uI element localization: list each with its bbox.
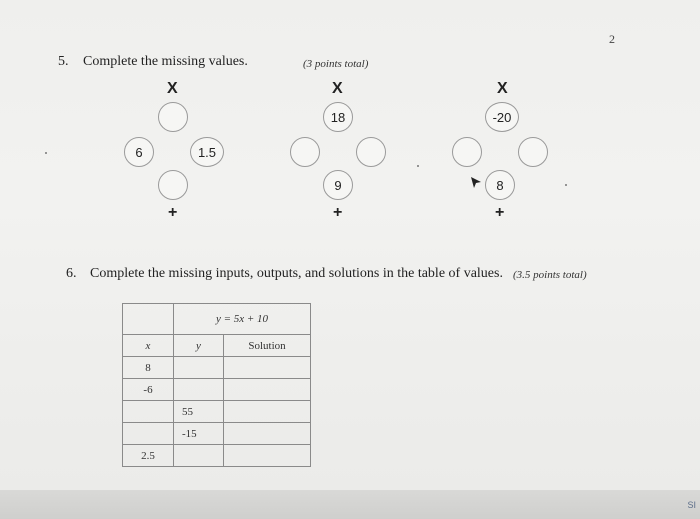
table-row: [123, 445, 311, 467]
page-number: 2: [609, 32, 615, 46]
diamond2-top-circle[interactable]: 18: [323, 102, 353, 132]
table-row: [123, 379, 311, 401]
diamond3-left-circle[interactable]: [452, 137, 482, 167]
table-row: [123, 423, 311, 445]
stray-mark: [417, 165, 419, 167]
cell-x[interactable]: 2.5: [123, 445, 174, 467]
diamond1-product-label: X: [167, 80, 178, 97]
cell-y[interactable]: [174, 379, 224, 401]
header-solution: Solution: [224, 335, 311, 357]
diamond2-sum-label: +: [333, 204, 343, 221]
cell-solution[interactable]: [224, 401, 311, 423]
screen-bottom-edge: [0, 490, 700, 519]
cell-solution[interactable]: [224, 357, 311, 379]
stray-mark: [45, 152, 47, 154]
table-row: [123, 357, 311, 379]
cell-solution[interactable]: [224, 379, 311, 401]
diamond1-sum-label: +: [168, 204, 178, 221]
diamond1-top-circle[interactable]: [158, 102, 188, 132]
footer-fragment: SI: [687, 500, 696, 510]
q6-number: 6.: [66, 266, 77, 281]
table-of-values: [122, 303, 311, 467]
diamond3-bottom-circle[interactable]: 8: [485, 170, 515, 200]
diamond1-left-circle[interactable]: 6: [124, 137, 154, 167]
cell-solution[interactable]: [224, 423, 311, 445]
q5-number: 5.: [58, 54, 69, 69]
cell-x[interactable]: [123, 401, 174, 423]
cell-y[interactable]: -15: [174, 423, 224, 445]
diamond2-bottom-circle[interactable]: 9: [323, 170, 353, 200]
q5-points: (3 points total): [303, 58, 369, 70]
diamond3-top-circle[interactable]: -20: [485, 102, 519, 132]
diamond1-bottom-circle[interactable]: [158, 170, 188, 200]
table-header-row: [123, 335, 311, 357]
mouse-pointer-icon: [470, 176, 482, 190]
cell-x[interactable]: -6: [123, 379, 174, 401]
stray-mark: [565, 184, 567, 186]
diamond3-product-label: X: [497, 80, 508, 97]
cell-x[interactable]: [123, 423, 174, 445]
diamond2-left-circle[interactable]: [290, 137, 320, 167]
header-x: x: [123, 335, 174, 357]
q5-prompt: Complete the missing values.: [83, 54, 248, 69]
diamond2-right-circle[interactable]: [356, 137, 386, 167]
table-equation: y = 5x + 10: [174, 304, 311, 335]
q6-prompt: Complete the missing inputs, outputs, and solutions in the table of values.: [90, 266, 503, 281]
diamond1-right-circle[interactable]: 1.5: [190, 137, 224, 167]
q6-points: (3.5 points total): [513, 269, 587, 281]
cell-solution[interactable]: [224, 445, 311, 467]
cell-x[interactable]: 8: [123, 357, 174, 379]
diamond2-product-label: X: [332, 80, 343, 97]
diamond3-right-circle[interactable]: [518, 137, 548, 167]
table-row: [123, 401, 311, 423]
cell-y[interactable]: [174, 445, 224, 467]
cell-y[interactable]: 55: [174, 401, 224, 423]
cell-y[interactable]: [174, 357, 224, 379]
diamond3-sum-label: +: [495, 204, 505, 221]
header-y: y: [174, 335, 224, 357]
